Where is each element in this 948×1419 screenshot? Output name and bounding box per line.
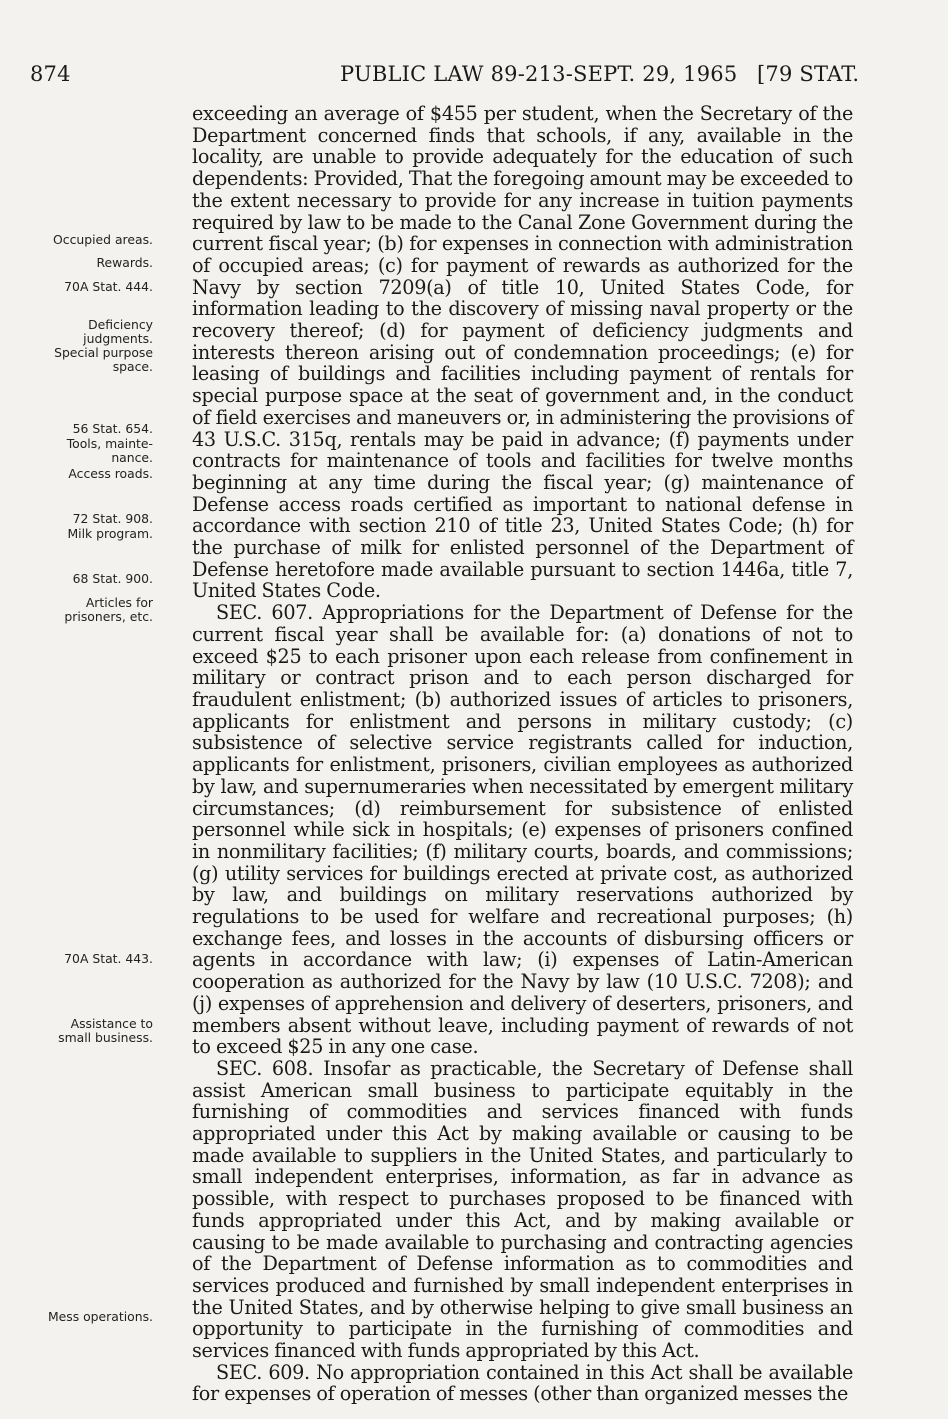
margin-note-rewards: Rewards. — [96, 255, 153, 270]
section-609: SEC. 609. No appropriation contained in this Act shall be available for expenses of operation of messes (other than organized messes the — [192, 1360, 853, 1406]
statute-volume: [79 STAT. — [757, 62, 860, 86]
statute-text — [192, 103, 853, 1405]
paragraph-continued: exceeding an average of $455 per student, when the Secretary of the Department concerned finds that schools, if any, available in the locality, are unable to provide adequately for the education of such dependents: Provided, That the foregoing amount may be exceeded to the extent necessary to provide for any increase in tuition payments required by law to be made to the Canal Zone Government during the current fiscal year; (b) for expenses in connection with administration of occupied areas; (c) for payment of rewards as authorized for the Navy by section 7209(a) of title 10, United States Code, for information leading to the discovery of missing naval property or the recovery thereof; (d) for payment of deficiency judgments and interests thereon arising out of condemnation proceedings; (e) for leasing of buildings and facilities including payment of rentals for special purpose space at the seat of government and, in the conduct of field exercises and maneuvers or, in administering the provisions of 43 U.S.C. 315q, rentals may be paid in advance; (f) payments under contracts for maintenance of tools and facilities for twelve months beginning at any time during the fiscal year; (g) maintenance of Defense access roads certified as important to national defense in accordance with section 210 of title 23, United States Code; (h) for the purchase of milk for enlisted personnel of the Department of Defense heretofore made available pursuant to section 1446a, title 7, United States Code. — [192, 102, 853, 603]
margin-note-access-roads: Access roads. — [68, 466, 153, 481]
page-header-title: PUBLIC LAW 89-213-SEPT. 29, 1965 — [340, 62, 738, 86]
margin-note-tools-maintenance: Tools, mainte- nance. — [66, 436, 153, 465]
page-number: 874 — [30, 62, 71, 86]
margin-note-citation-70a-444: 70A Stat. 444. — [64, 279, 153, 294]
margin-note-occupied-areas: Occupied areas. — [53, 232, 153, 247]
margin-note-citation-68-900: 68 Stat. 900. — [72, 571, 153, 586]
margin-note-citation-70a-443: 70A Stat. 443. — [64, 951, 153, 966]
margin-note-citation-72-908: 72 Stat. 908. — [72, 511, 153, 526]
section-608: SEC. 608. Insofar as practicable, the Secretary of Defense shall assist American small business to participate equitably in the furnishing of commodities and services financed with funds appropriated under this Act by making available or causing to be made available to suppliers in the United States, and particularly to small independent enterprises, information, as far in advance as possible, with respect to purchases proposed to be financed with funds appropriated under this Act, and by making available or causing to be made available to purchasing and contracting agencies of the Department of Defense information as to commodities and services produced and furnished by small independent enterprises in the United States, and by otherwise helping to give small business an opportunity to participate in the furnishing of commodities and services financed with funds appropriated by this Act. — [192, 1056, 853, 1363]
margin-note-mess-operations: Mess operations. — [47, 1309, 153, 1324]
margin-note-milk-program: Milk program. — [67, 526, 153, 541]
margin-note-assistance-small-business: Assistance to small business. — [58, 1016, 153, 1045]
section-607: SEC. 607. Appropriations for the Department of Defense for the current fiscal year shall be available for: (a) donations of not to exceed $25 to each prisoner upon each release from confinement in military or contract prison and to each person discharged for fraudulent enlistment; (b) authorized issues of articles to prisoners, applicants for enlistment and persons in military custody; (c) subsistence of selective service registrants called for induction, applicants for enlistment, prisoners, civilian employees as authorized by law, and supernumeraries when necessitated by emergent military circumstances; (d) reimbursement for subsistence of enlisted personnel while sick in hospitals; (e) expenses of prisoners confined in nonmilitary facilities; (f) military courts, boards, and commissions; (g) utility services for buildings erected at private cost, as authorized by law, and buildings on military reservations authorized by regulations to be used for welfare and recreational purposes; (h) exchange fees, and losses in the accounts of disbursing officers or agents in accordance with law; (i) expenses of Latin-American cooperation as authorized for the Navy by law (10 U.S.C. 7208); and (j) expenses of apprehension and delivery of deserters, prisoners, and members absent without leave, including payment of rewards of not to exceed $25 in any one case. — [192, 601, 853, 1059]
margin-note-citation-56-654: 56 Stat. 654. — [72, 421, 153, 436]
margin-note-deficiency-judgments: Deficiency judgments. — [83, 317, 153, 346]
margin-note-special-purpose-space: Special purpose space. — [54, 345, 153, 374]
margin-note-articles-for-prisoners: Articles for prisoners, etc. — [64, 595, 153, 624]
